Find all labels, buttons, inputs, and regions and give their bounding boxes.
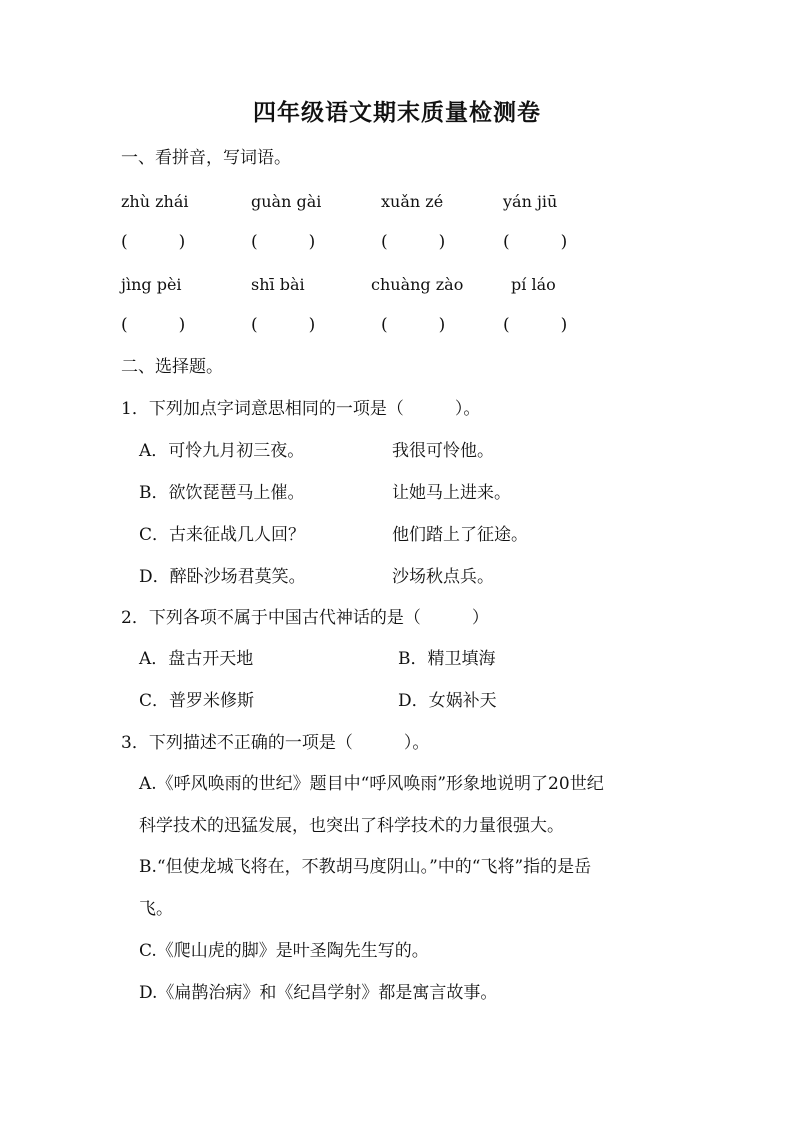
pinyin-3: xuǎn zé <box>381 192 444 211</box>
q1-option-b-left[interactable]: B．欲饮琵琶马上催。 <box>139 483 305 503</box>
q1-option-c-right: 他们踏上了征途。 <box>392 525 528 545</box>
q1-option-d-left[interactable]: D．醉卧沙场君莫笑。 <box>139 567 306 587</box>
q2-option-d[interactable]: D．女娲补天 <box>398 691 497 711</box>
q1-option-a-right: 我很可怜他。 <box>392 441 494 461</box>
question-2-stem: 2．下列各项不属于中国古代神话的是（ ） <box>121 608 489 628</box>
q3-option-c[interactable]: C.《爬山虎的脚》是叶圣陶先生写的。 <box>139 941 429 961</box>
q3-option-a-line2: 科学技术的迅猛发展，也突出了科学技术的力量很强大。 <box>139 816 564 836</box>
answer-blank[interactable]: ( ) <box>381 232 446 252</box>
q1-option-c-left[interactable]: C．古来征战几人回？ <box>139 525 306 545</box>
pinyin-6: shī bài <box>251 275 305 294</box>
q3-option-d[interactable]: D.《扁鹊治病》和《纪昌学射》都是寓言故事。 <box>139 983 498 1003</box>
answer-blank[interactable]: ( ) <box>121 232 186 252</box>
answer-blank[interactable]: ( ) <box>381 315 446 335</box>
q2-option-b[interactable]: B．精卫填海 <box>398 649 496 669</box>
pinyin-4: yán jiū <box>503 192 558 211</box>
pinyin-1: zhù zhái <box>121 192 189 211</box>
answer-blank[interactable]: ( ) <box>121 315 186 335</box>
pinyin-8: pí láo <box>511 275 556 294</box>
question-1-stem: 1．下列加点字词意思相同的一项是（ ）。 <box>121 399 481 419</box>
q3-option-b-line1[interactable]: B.“但使龙城飞将在，不教胡马度阴山。”中的“飞将”指的是岳 <box>139 857 592 877</box>
pinyin-2: guàn gài <box>251 192 322 211</box>
section2-heading: 二、选择题。 <box>121 357 223 377</box>
answer-blank[interactable]: ( ) <box>251 315 316 335</box>
q2-option-c[interactable]: C．普罗米修斯 <box>139 691 255 711</box>
q1-option-a-left[interactable]: A．可怜九月初三夜。 <box>139 441 305 461</box>
q1-option-b-right: 让她马上进来。 <box>392 483 511 503</box>
q1-option-d-right: 沙场秋点兵。 <box>392 567 494 587</box>
q2-option-a[interactable]: A．盘古开天地 <box>139 649 254 669</box>
q3-option-b-line2: 飞。 <box>139 899 173 919</box>
pinyin-7: chuàng zào <box>371 275 464 294</box>
answer-blank[interactable]: ( ) <box>503 232 568 252</box>
pinyin-5: jìng pèi <box>121 275 182 294</box>
q3-option-a-line1[interactable]: A.《呼风唤雨的世纪》题目中“呼风唤雨”形象地说明了20世纪 <box>139 774 604 794</box>
question-3-stem: 3．下列描述不正确的一项是（ ）。 <box>121 733 430 753</box>
section1-heading: 一、看拼音，写词语。 <box>121 148 291 168</box>
answer-blank[interactable]: ( ) <box>251 232 316 252</box>
answer-blank[interactable]: ( ) <box>503 315 568 335</box>
page-title: 四年级语文期末质量检测卷 <box>253 99 541 126</box>
